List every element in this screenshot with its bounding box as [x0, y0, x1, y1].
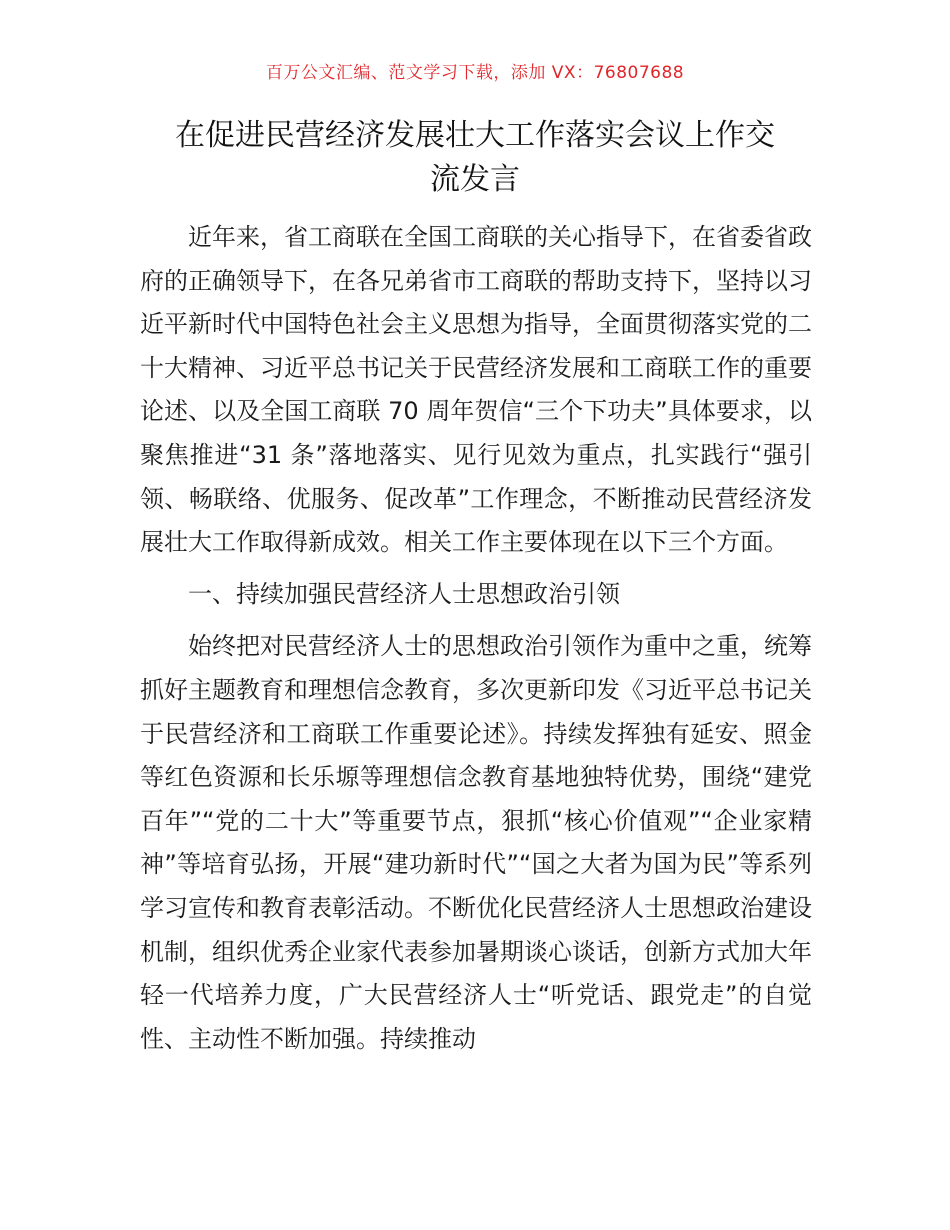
document-title [140, 114, 810, 202]
document-body [140, 216, 812, 1069]
header-watermark-note: 百万公文汇编、范文学习下载，添加 VX：76807688 [265, 63, 685, 83]
section-1-paragraph: 始终把对民营经济人士的思想政治引领作为重中之重，统筹抓好主题教育和理想信念教育，多次更新印发《习近平总书记关于民营经济和工商联工作重要论述》。持续发挥独有延安、照金等红色资源和长乐塬等理想信念教育基地独特优势，围绕“建党百年”“党的二十大”等重要节点，狠抓“核心价值观”“企业家精神”等培育弘扬，开展“建功新时代”“国之大者为国为民”等系列学习宣传和教育表彰活动。不断优化民营经济人士思想政治建设机制，组织优秀企业家代表参加暑期谈心谈话，创新方式加大年轻一代培养力度，广大民营经济人士“听党话、跟党走”的自觉性、主动性不断加强。持续推动 [140, 632, 812, 1053]
title-line-2: 流发言 [430, 162, 520, 197]
intro-paragraph: 近年来，省工商联在全国工商联的关心指导下，在省委省政府的正确领导下，在各兄弟省市工商联的帮助支持下，坚持以习近平新时代中国特色社会主义思想为指导，全面贯彻落实党的二十大精神、习近平总书记关于民营经济发展和工商联工作的重要论述、以及全国工商联 70 周年贺信“三个下功夫”具体要求，以聚焦推进“31 条”落地落实、见行见效为重点，扎实践行“强引领、畅联络、优服务、促改革”工作理念，不断推动民营经济发展壮大工作取得新成效。相关工作主要体现在以下三个方面。 [140, 223, 812, 557]
title-line-1: 在促进民营经济发展壮大工作落实会议上作交 [175, 118, 775, 153]
section-heading-1: 一、持续加强民营经济人士思想政治引领 [188, 579, 620, 608]
